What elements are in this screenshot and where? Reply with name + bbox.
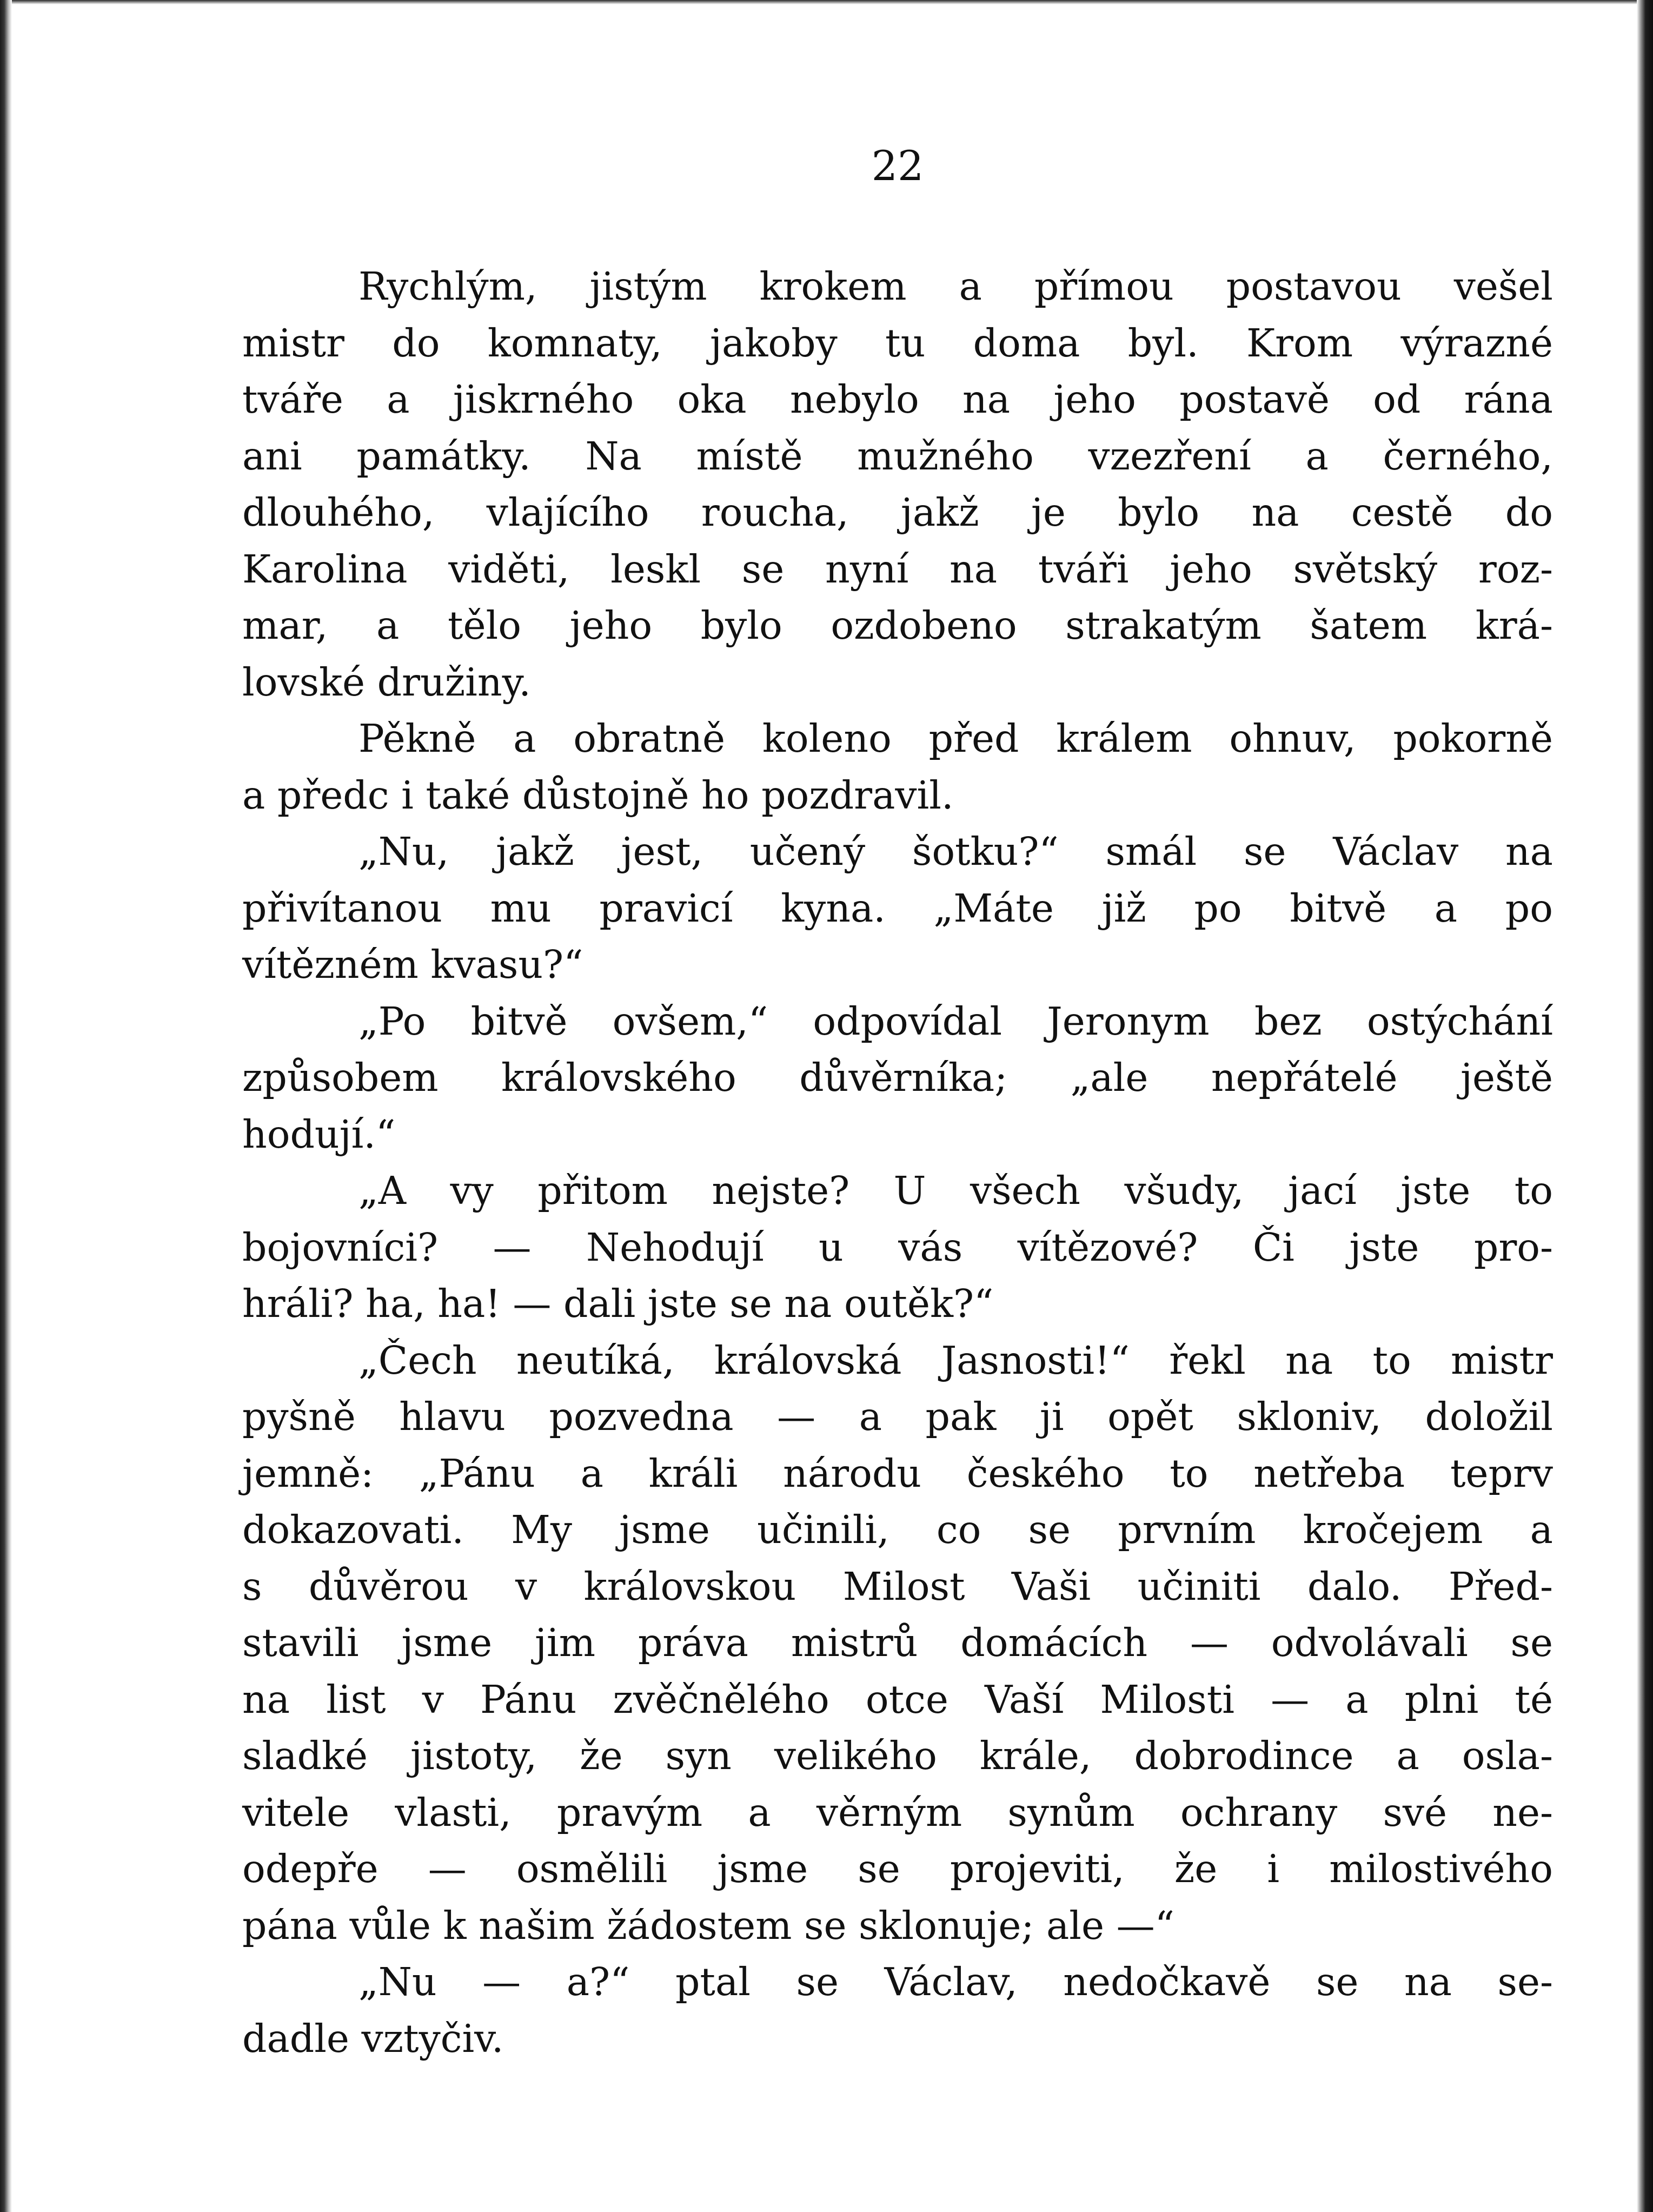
text-line: a předc i také důstojně ho pozdravil.	[242, 772, 954, 818]
paragraph	[242, 1333, 1553, 1955]
text-line: odepře — osmělili jsme se projeviti, že i milostivého	[242, 1846, 1553, 1891]
body-text	[242, 259, 1553, 2067]
text-line: na list v Pánu zvěčnělého otce Vaší Milosti — a plni té	[242, 1677, 1553, 1722]
text-line: pána vůle k našim žádostem se sklonuje; ale —“	[242, 1903, 1174, 1948]
text-line: „A vy přitom nejste? U všech všudy, jací jste to	[359, 1168, 1553, 1213]
text-line: „Nu, jakž jest, učený šotku?“ smál se Václav na	[359, 829, 1553, 874]
page-number: 22	[871, 142, 924, 190]
text-line: sladké jistoty, že syn velikého krále, dobrodince a osla-	[242, 1733, 1553, 1778]
text-line: Rychlým, jistým krokem a přímou postavou vešel	[359, 264, 1553, 309]
text-line: bojovníci? — Nehodují u vás vítězové? Či jste pro-	[242, 1224, 1553, 1270]
scan-edge-right	[1637, 0, 1653, 2212]
text-line: lovské družiny.	[242, 659, 531, 705]
text-line: „Nu — a?“ ptal se Václav, nedočkavě se na se-	[359, 1959, 1553, 2004]
text-line: ani památky. Na místě mužného vzezření a černého,	[242, 433, 1553, 479]
text-line: dlouhého, vlajícího roucha, jakž je bylo na cestě do	[242, 490, 1553, 535]
text-line: hodují.“	[242, 1111, 396, 1157]
text-line: tváře a jiskrného oka nebylo na jeho postavě od rána	[242, 377, 1553, 422]
text-line: stavili jsme jim práva mistrů domácích — odvolávali se	[242, 1620, 1553, 1665]
text-line: jemně: „Pánu a králi národu českého to netřeba teprv	[242, 1451, 1553, 1496]
text-line: Karolina viděti, leskl se nyní na tváři jeho světský roz-	[242, 546, 1553, 592]
text-line: s důvěrou v královskou Milost Vaši učiniti dalo. Před-	[242, 1564, 1553, 1609]
paragraph	[242, 994, 1553, 1163]
text-line: „Čech neutíká, královská Jasnosti!“ řekl na to mistr	[359, 1337, 1553, 1383]
text-line: vitele vlasti, pravým a věrným synům ochrany své ne-	[242, 1790, 1553, 1835]
paragraph	[242, 259, 1553, 711]
text-line: způsobem královského důvěrníka; „ale nepřátelé ještě	[242, 1055, 1553, 1100]
text-line: mar, a tělo jeho bylo ozdobeno strakatým šatem krá-	[242, 603, 1553, 648]
paragraph	[242, 1954, 1553, 2067]
scan-edge-left	[0, 0, 12, 2212]
scan-edge-top	[0, 0, 1653, 4]
paragraph	[242, 1163, 1553, 1333]
text-line: dokazovati. My jsme učinili, co se prvním kročejem a	[242, 1507, 1553, 1552]
text-line: pyšně hlavu pozvedna — a pak ji opět skloniv, doložil	[242, 1394, 1553, 1439]
text-line: mistr do komnaty, jakoby tu doma byl. Krom výrazné	[242, 320, 1553, 366]
paragraph	[242, 711, 1553, 824]
text-line: vítězném kvasu?“	[242, 942, 583, 987]
paragraph	[242, 824, 1553, 994]
text-line: hráli? ha, ha! — dali jste se na outěk?“	[242, 1281, 994, 1326]
text-line: „Po bitvě ovšem,“ odpovídal Jeronym bez ostýchání	[359, 998, 1553, 1044]
text-line: Pěkně a obratně koleno před králem ohnuv, pokorně	[359, 716, 1553, 761]
text-line: dadle vztyčiv.	[242, 2016, 504, 2061]
text-line: přivítanou mu pravicí kyna. „Máte již po bitvě a po	[242, 885, 1553, 931]
